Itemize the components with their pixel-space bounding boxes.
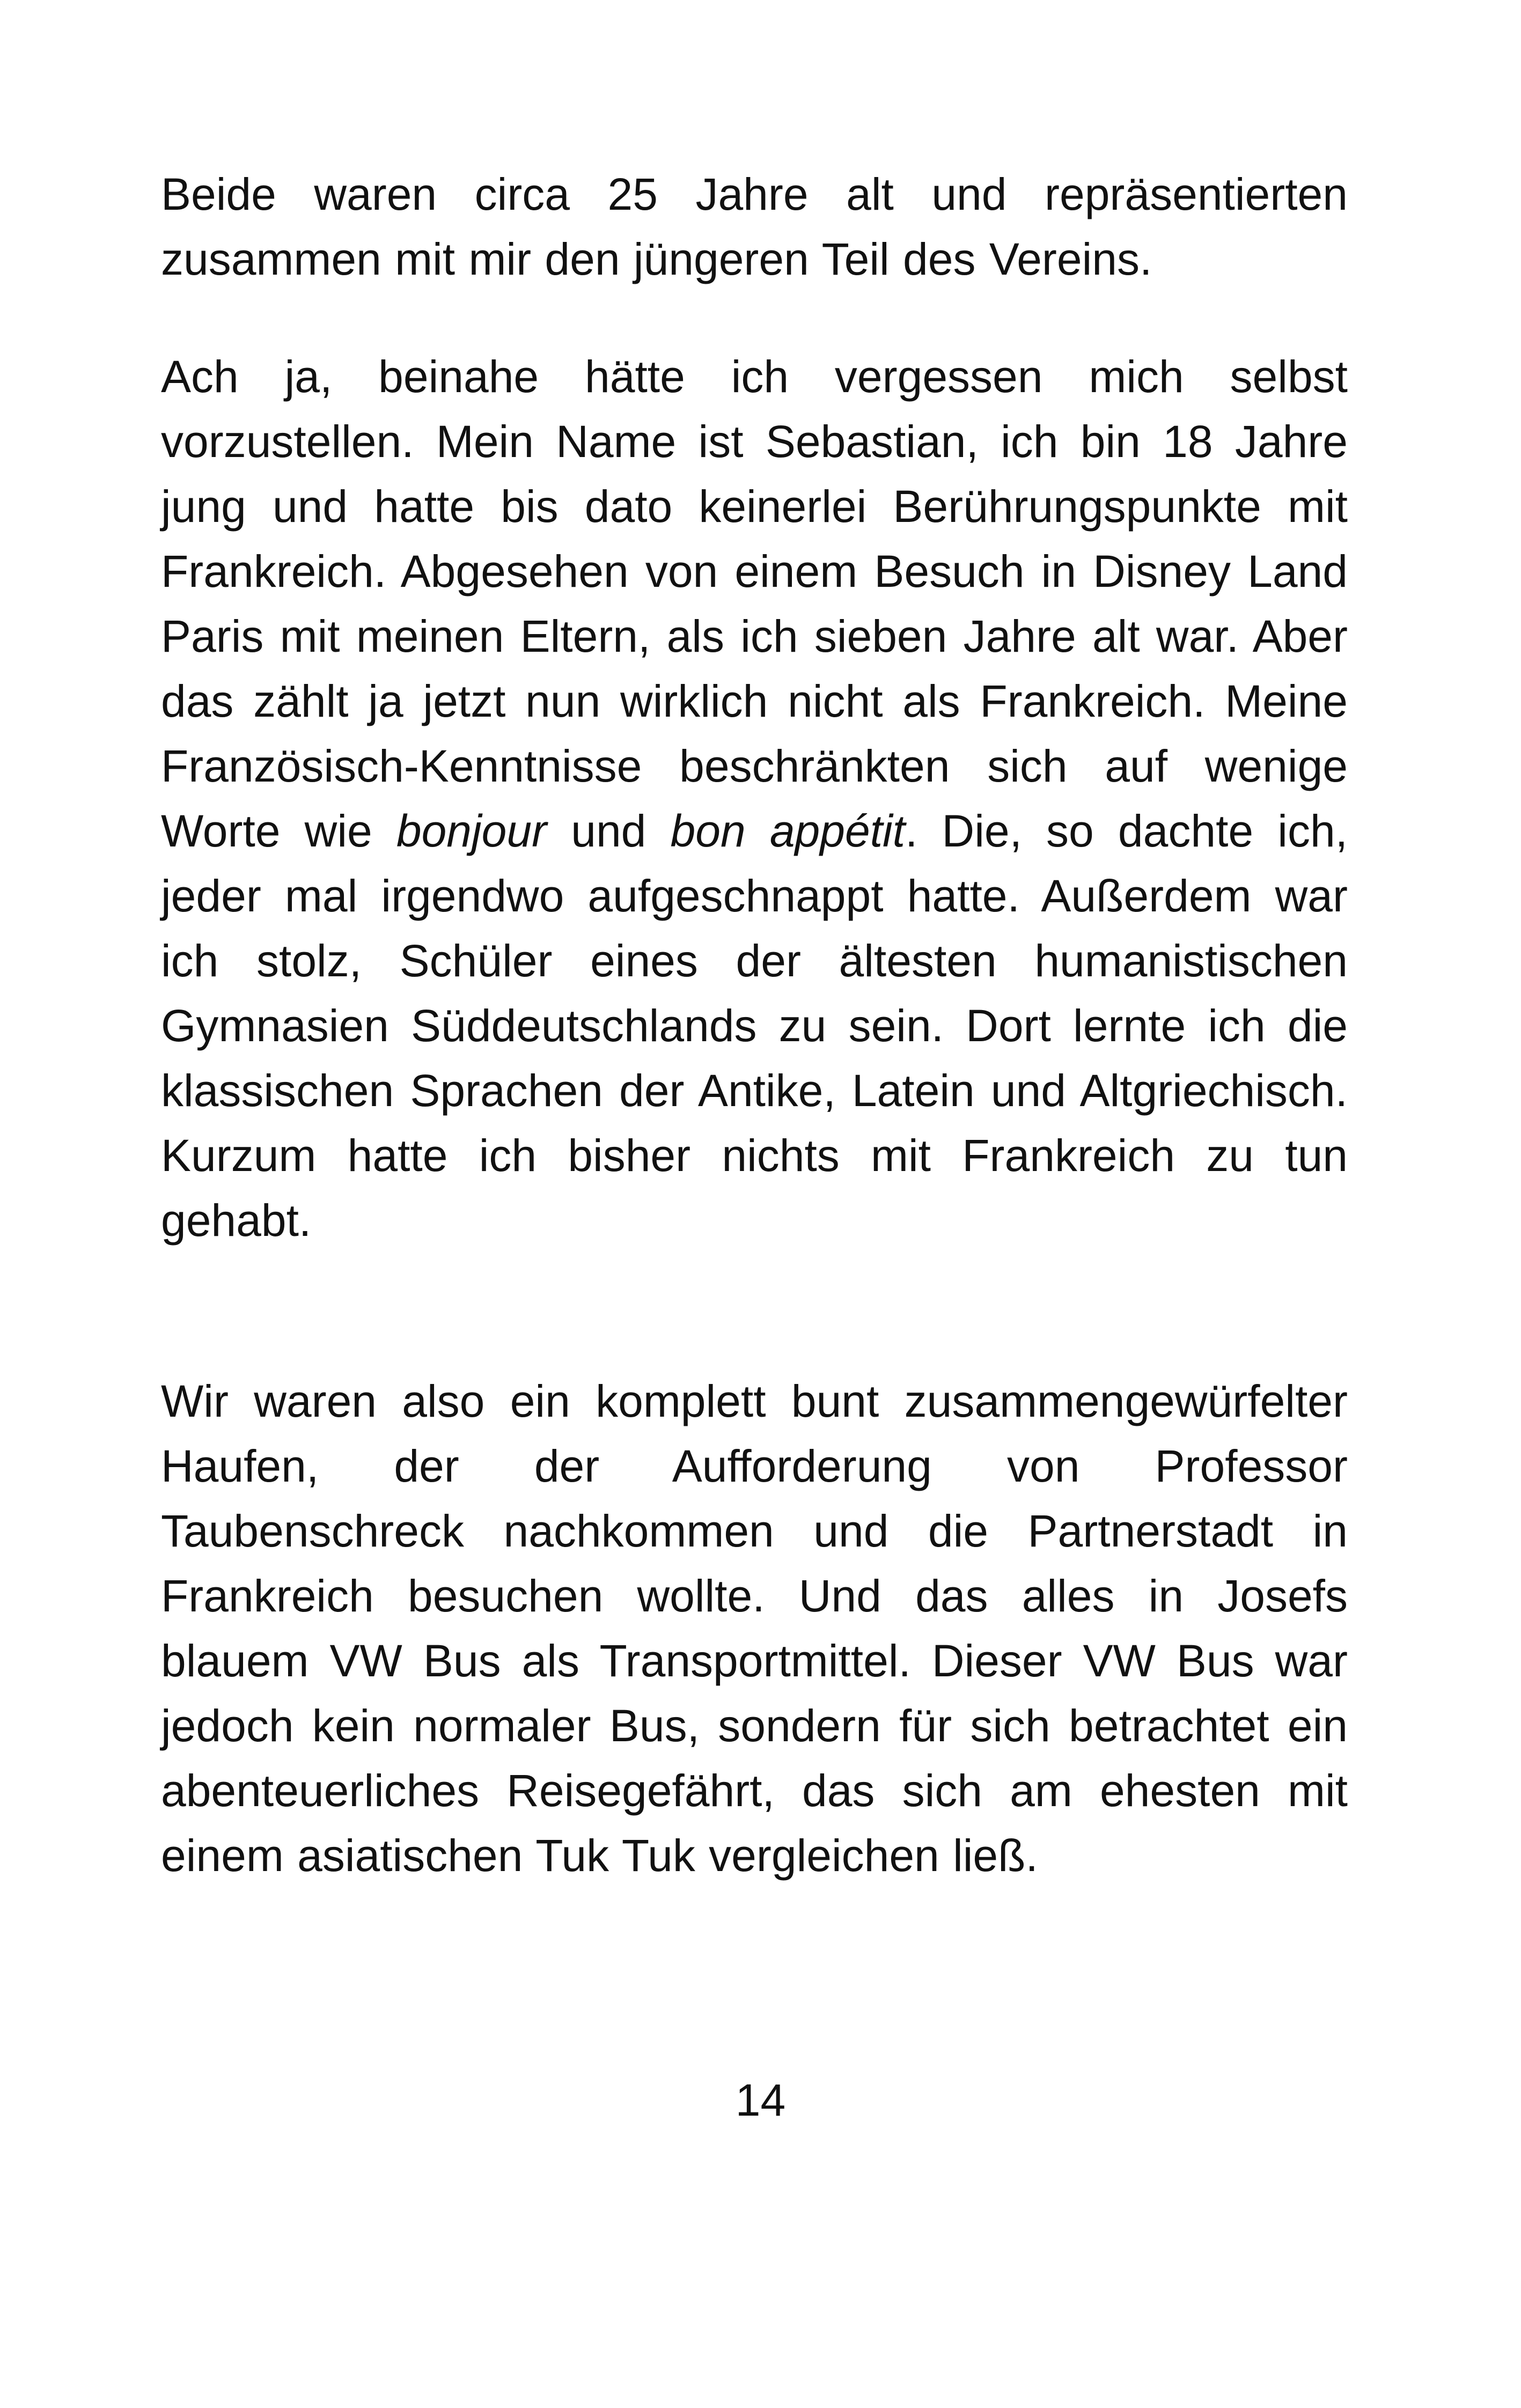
page-number: 14 bbox=[735, 2075, 786, 2125]
paragraph-2 bbox=[161, 344, 1348, 1253]
paragraph-1: Beide waren circa 25 Jahre alt und repräsentierten zusammen mit mir den jüngeren Teil des Vereins. bbox=[161, 169, 1348, 284]
italic-word-bonjour: bonjour bbox=[396, 806, 547, 856]
paragraph-2-text-3: . Die, so dachte ich, jeder mal irgendwo aufgeschnappt hatte. Außerdem war ich stolz, Schüler eines der ältesten humanistischen Gymnasien Süddeutschlands zu sein. Dort lernte ich die klassischen Sprachen der Antike, Latein und Altgriechisch. Kurzum hatte ich bisher nichts mit Frankreich zu tun gehabt. bbox=[161, 806, 1348, 1246]
italic-phrase-bon-appetit: bon appétit bbox=[670, 806, 906, 856]
paragraph-2-text-1: Ach ja, beinahe hätte ich vergessen mich selbst vorzustellen. Mein Name ist Sebastian, ich bin 18 Jahre jung und hatte bis dato keinerlei Berührungspunkte mit Frankreich. Abgesehen von einem Besuch in Disney Land Paris mit meinen Eltern, als ich sieben Jahre alt war. Aber das zählt ja jetzt nun wirklich nicht als Frankreich. Meine Französisch-Kenntnisse beschränkten sich auf wenige Worte wie bbox=[161, 351, 1348, 856]
paragraph-3: Wir waren also ein komplett bunt zusammengewürfelter Haufen, der der Aufforderung von Professor Taubenschreck nachkommen und die Partnerstadt in Frankreich besuchen wollte. Und das alles in Josefs blauem VW Bus als Transportmittel. Dieser VW Bus war jedoch kein normaler Bus, sondern für sich betrachtet ein abenteuerliches Reisegefährt, das sich am ehesten mit einem asiatischen Tuk Tuk vergleichen ließ. bbox=[161, 1376, 1348, 1881]
paragraph-2-text-2: und bbox=[547, 806, 671, 856]
